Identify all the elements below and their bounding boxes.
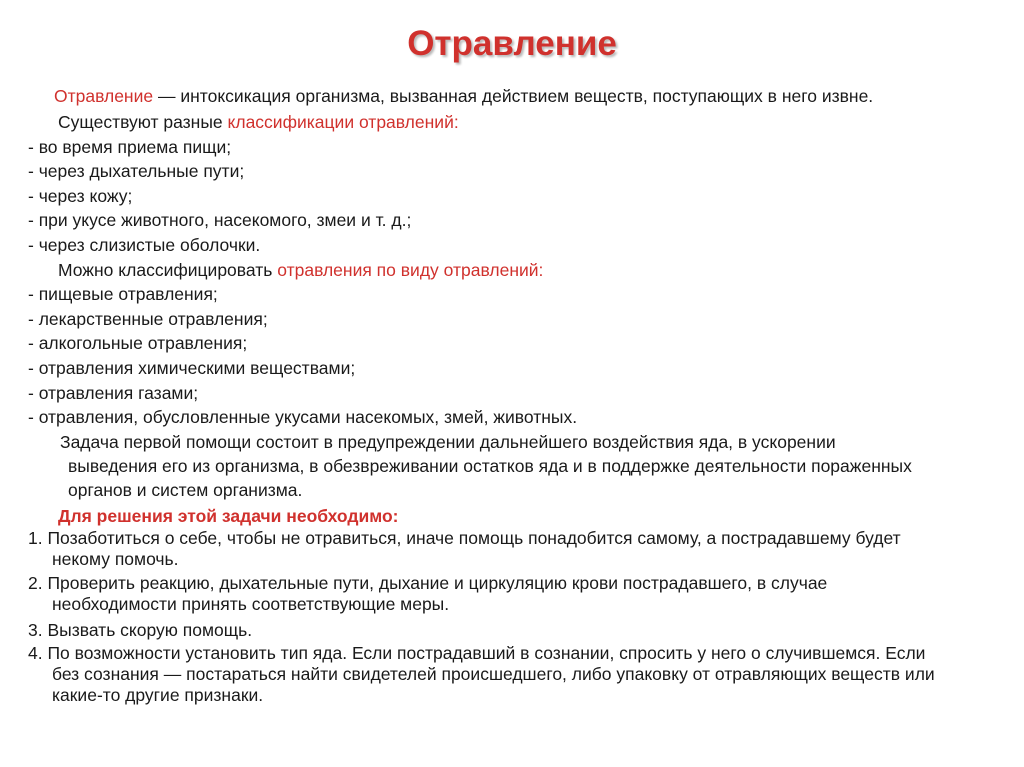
task-paragraph: Задача первой помощи состоит в предупреждении дальнейшего воздействия яда, в ускорении выведения его из организма, в обезвреживании остатков яда и в поддержке деятельности пораженных органов и систем организма. bbox=[60, 431, 912, 500]
steps-heading: Для решения этой задачи необходимо: bbox=[58, 505, 399, 526]
slide-title: Отравление bbox=[407, 24, 617, 63]
definition-text: — интоксикация организма, вызванная действием веществ, поступающих в него извне. bbox=[153, 86, 874, 106]
step-item: 3. Вызвать скорую помощь. bbox=[28, 620, 253, 641]
list-item: - отравления химическими веществами; bbox=[28, 357, 356, 378]
classifications-highlight: классификации отравлений: bbox=[227, 112, 459, 132]
list-item: - во время приема пищи; bbox=[28, 136, 232, 157]
step-item: 2. Проверить реакцию, дыхательные пути, дыхание и циркуляцию крови пострадавшего, в случае необходимости принять соответствующие меры. bbox=[28, 573, 828, 615]
definition-term: Отравление bbox=[54, 86, 154, 106]
list-item: - лекарственные отравления; bbox=[28, 308, 268, 329]
list-item: - через кожу; bbox=[28, 185, 133, 206]
step-item: 1. Позаботиться о себе, чтобы не отравиться, иначе помощь понадобится самому, а пострадавшему будет некому помочь. bbox=[28, 528, 901, 570]
list-item: - при укусе животного, насекомого, змеи и т. д.; bbox=[28, 210, 412, 231]
types-highlight: отравления по виду отравлений: bbox=[277, 259, 544, 280]
list-item: - через дыхательные пути; bbox=[28, 161, 245, 182]
types-intro bbox=[28, 258, 978, 283]
slide-body bbox=[28, 86, 978, 709]
list-item: - отравления газами; bbox=[28, 382, 199, 403]
list-item: - отравления, обусловленные укусами насекомых, змей, животных. bbox=[28, 407, 578, 428]
list-item: - алкогольные отравления; bbox=[28, 333, 248, 354]
classifications-intro bbox=[28, 110, 978, 135]
list-item: - через слизистые оболочки. bbox=[28, 234, 261, 255]
types-intro-text: Можно классифицировать bbox=[58, 259, 278, 280]
step-item: 4. По возможности установить тип яда. Если пострадавший в сознании, спросить у него о случившемся. Если без сознания — постараться найти свидетелей происшедшего, либо упаковку от отравляющих веществ или какие-то другие признаки. bbox=[28, 642, 935, 705]
classifications-intro-text: Существуют разные bbox=[58, 112, 228, 132]
list-item: - пищевые отравления; bbox=[28, 284, 218, 305]
definition-paragraph bbox=[28, 86, 978, 107]
